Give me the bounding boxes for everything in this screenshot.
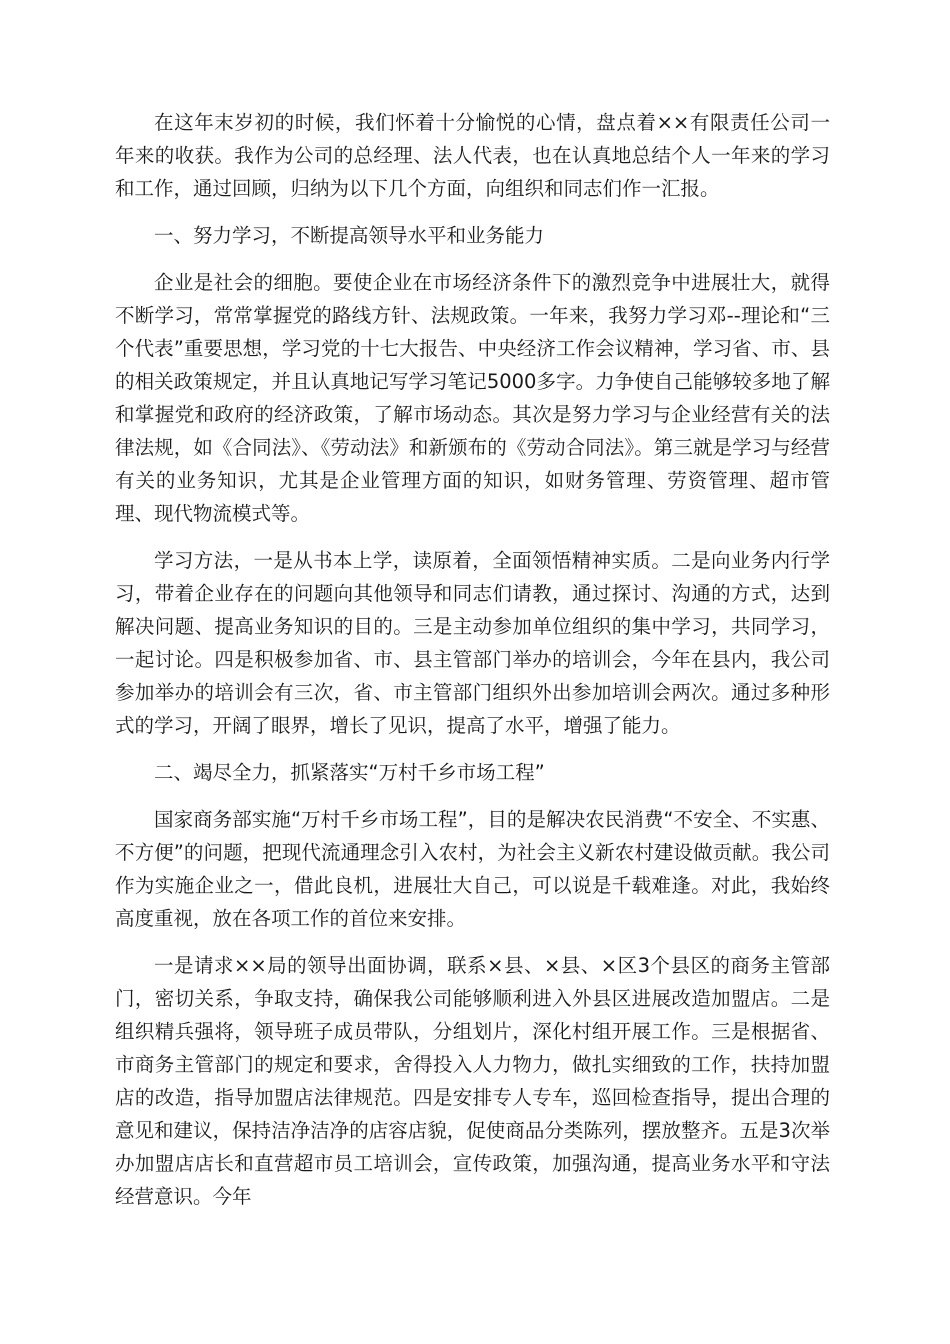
market-project-paragraph: 国家商务部实施“万村千乡市场工程”，目的是解决农民消费“不安全、不实惠、不方便”的问题，把现代流通理念引入农村，为社会主义新农村建设做贡献。我公司作为实施企业之一，借此良机，进展壮大自己，可以说是千载难逢。对此，我始终高度重视，放在各项工作的首位来安排。 [115, 808, 830, 930]
measures-paragraph: 一是请求××局的领导出面协调，联系×县、×县、×区3个县区的商务主管部门，密切关系，争取支持，确保我公司能够顺利进入外县区进展改造加盟店。二是组织精兵强将，领导班子成员带队，分组划片，深化村组开展工作。三是根据省、市商务主管部门的规定和要求，舍得投入人力物力，做扎实细致的工作，扶持加盟店的改造，指导加盟店法律规范。四是安排专人专车，巡回检查指导，提出合理的意见和建议，保持洁净洁净的店容店貌，促使商品分类陈列，摆放整齐。五是3次举办加盟店店长和直营超市员工培训会，宣传政策，加强沟通，提高业务水平和守法经营意识。今年 [115, 954, 830, 1208]
intro-paragraph: 在这年末岁初的时候，我们怀着十分愉悦的心情，盘点着××有限责任公司一年来的收获。我作为公司的总经理、法人代表，也在认真地总结个人一年来的学习和工作，通过回顾，归纳为以下几个方面，向组织和同志们作一汇报。 [115, 111, 830, 200]
study-methods-paragraph: 学习方法，一是从书本上学，读原着，全面领悟精神实质。二是向业务内行学习，带着企业存在的问题向其他领导和同志们请教，通过探讨、沟通的方式，达到解决问题、提高业务知识的目的。三是主动参加单位组织的集中学习，共同学习，一起讨论。四是积极参加省、市、县主管部门举办的培训会，今年在县内，我公司参加举办的培训会有三次，省、市主管部门组织外出参加培训会两次。通过多种形式的学习，开阔了眼界，增长了见识，提高了水平，增强了能力。 [115, 549, 830, 737]
section-heading-1: 一、努力学习，不断提高领导水平和业务能力 [154, 224, 545, 247]
section-heading-2: 二、竭尽全力，抓紧落实“万村千乡市场工程” [154, 761, 545, 784]
document-body [115, 106, 830, 1227]
study-paragraph: 企业是社会的细胞。要使企业在市场经济条件下的激烈竞争中进展壮大，就得不断学习，常常掌握党的路线方针、法规政策。一年来，我努力学习邓--理论和“三个代表”重要思想，学习党的十七大报告、中央经济工作会议精神，学习省、市、县的相关政策规定，并且认真地记写学习笔记5000多字。力争使自己能够较多地了解和掌握党和政府的经济政策，了解市场动态。其次是努力学习与企业经营有关的法律法规，如《合同法》、《劳动法》和新颁布的《劳动合同法》。第三就是学习与经营有关的业务知识，尤其是企业管理方面的知识，如财务管理、劳资管理、超市管理、现代物流模式等。 [115, 271, 830, 525]
